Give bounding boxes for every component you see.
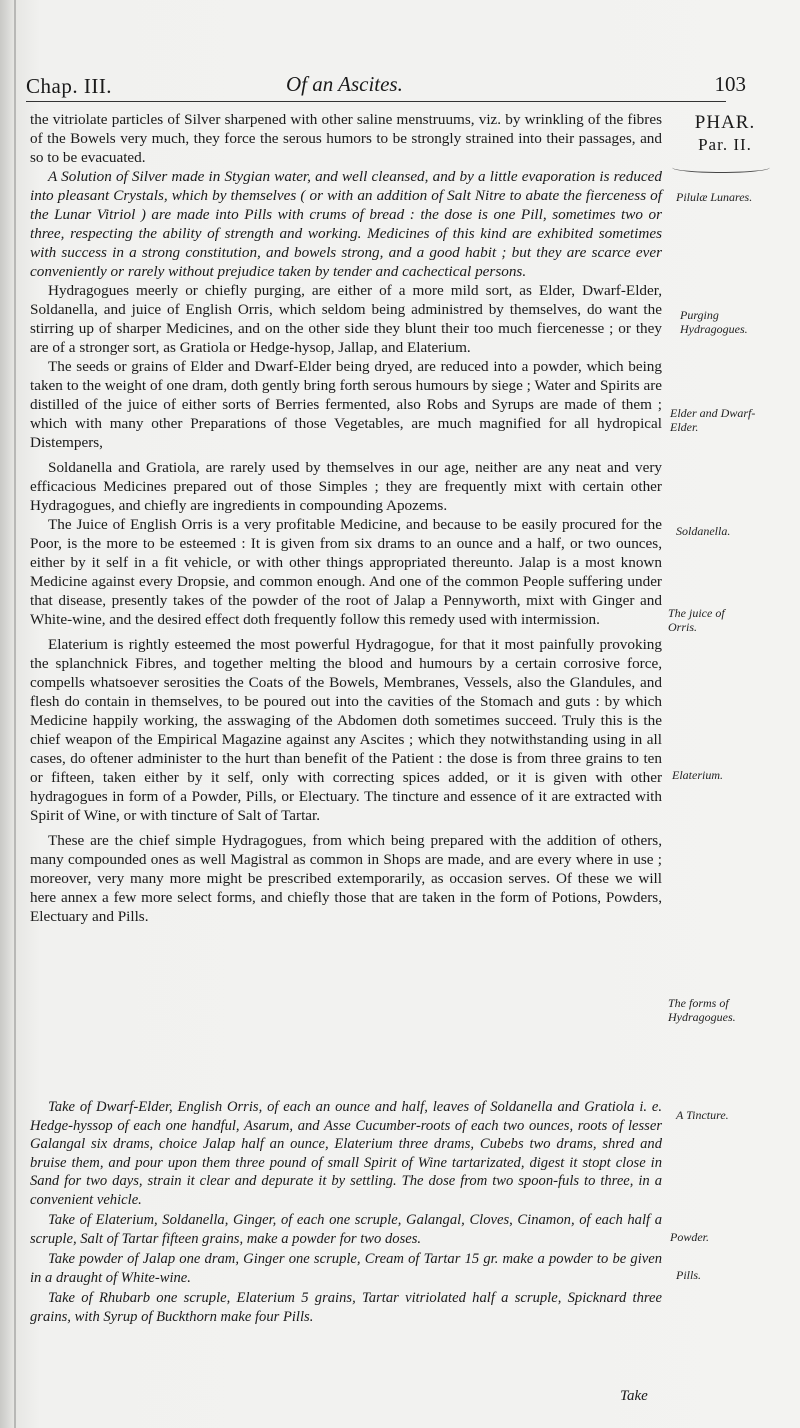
margin-head-line1: PHAR.: [694, 112, 756, 133]
side-note: Purging Hydragogues.: [680, 308, 748, 336]
side-note: Elaterium.: [672, 768, 723, 782]
side-note: Soldanella.: [676, 524, 731, 538]
side-note: Pilulæ Lunares.: [676, 190, 753, 204]
chapter-label: Chap. III.: [26, 74, 113, 98]
side-note: Pills.: [676, 1268, 702, 1282]
gutter-shadow: [14, 0, 16, 1428]
page-number: 103: [714, 72, 746, 96]
side-note: Elder and Dwarf-Elder.: [670, 406, 756, 434]
paragraph: A Solution of Silver made in Stygian water, and well cleansed, and by a little evaporation is reduced into pleasant Crystals, which by themselves ( or with an addition of Salt Nitre to abate the fierceness of the Lunar Vitriol ) are made into Pills with crums of bread : the dose is one Pill, sometimes two or three, respecting the ability of strength and working. Medicines of this kind are exhibited sometimes with success in a strong constitution, and bowels strong, and a good habit ; but they are scarce ever conveniently or rarely without prejudice taken by tender and cachectical persons.: [30, 168, 662, 280]
side-note: A Tincture.: [676, 1108, 729, 1122]
paragraph: The Juice of English Orris is a very profitable Medicine, and because to be easily procured for the Poor, is the more to be esteemed : It is given from six drams to an ounce and a half, or two ounces, either by it self in a fit vehicle, or with other things appropriated thereunto. Jalap is a most known Medicine against every Dropsie, and common enough. And one of the common People suffering under that disease, presently takes of the powder of the root of Jalap a Pennyworth, mixt with Ginger and White-wine, and the desired effect doth frequently follow this remedy used with intermission.: [30, 516, 662, 628]
paragraph: Elaterium is rightly esteemed the most powerful Hydragogue, for that it most painfully provoking the splanchnick Fibres, and together melting the blood and humours by a certain corrosive force, compells whatsoever serosities the Coats of the Bowels, Membranes, Vessels, also the Glandules, and flesh do contain in themselves, to be poured out into the cavities of the Stomach and guts : by which Medicine happily working, the asswaging of the Abdomen doth sometimes succeed. Truly this is the chief weapon of the Empirical Magazine against any Ascites ; which they notwithstanding using in all cases, do oftener administer to the hurt than benefit of the Patient : the dose is from three grains to ten or fifteen, taken either by it self, only with correcting spices added, or it is given with other hydragogues in form of a Powder, Pills, or Electuary. The tincture and essence of it are extracted with Spirit of Wine, or with tincture of Salt of Tartar.: [30, 636, 662, 824]
catchword: Take: [620, 1388, 648, 1404]
paragraph: the vitriolate particles of Silver sharpened with other saline menstruums, viz. by wrinkling of the fibres of the Bowels very much, they force the serous humors to be strongly strained into their passages, and so to be evacuated.: [30, 111, 662, 166]
paragraph: These are the chief simple Hydragogues, from which being prepared with the addition of others, many compounded ones as well Magistral as common in Shops are made, and are every where in use ; moreover, very many more might be prescribed extemporarily, as occasion serves. Of these we will here annex a few more select forms, and chiefly those that are taken in the form of Potions, Powders, Electuary and Pills.: [30, 832, 662, 925]
paragraph: Hydragogues meerly or chiefly purging, are either of a more mild sort, as Elder, Dwarf-Elder, Soldanella, and juice of English Orris, which seldom being administred by themselves, do want the stirring up of sharper Medicines, and on the other side they blunt their too much fiercenesse ; or they are of a stronger sort, as Gratiola or Hedge-hysop, Jallap, and Elaterium.: [30, 282, 662, 356]
recipe: Take of Elaterium, Soldanella, Ginger, of each one scruple, Galangal, Cloves, Cinamon, of each half a scruple, Salt of Tartar fifteen grains, make a powder for two doses.: [30, 1212, 662, 1247]
recipe-block: [30, 1098, 662, 1326]
side-note: Powder.: [670, 1230, 709, 1244]
side-note: The forms of Hydragogues.: [668, 996, 736, 1024]
margin-head-line2: Par. II.: [698, 135, 752, 154]
running-title: Of an Ascites.: [286, 72, 403, 96]
recipe: Take powder of Jalap one dram, Ginger one scruple, Cream of Tartar 15 gr. make a powder to be given in a draught of White-wine.: [30, 1251, 662, 1286]
header-rule: [26, 101, 726, 102]
main-text: [30, 110, 662, 926]
recipe: Take of Rhubarb one scruple, Elaterium 5 grains, Tartar vitriolated half a scruple, Spicknard three grains, with Syrup of Buckthorn make four Pills.: [30, 1290, 662, 1325]
paragraph: The seeds or grains of Elder and Dwarf-Elder being dryed, are reduced into a powder, which being taken to the weight of one dram, doth gently bring forth serous humours by siege ; Water and Spirits are distilled of the juice of either sorts of Berries fermented, also Robs and Syrups are made of them ; which with many other Preparations of those Vegetables, are much magnified for all hydropical Distempers,: [30, 358, 662, 451]
recipe: Take of Dwarf-Elder, English Orris, of each an ounce and half, leaves of Soldanella and Gratiola i. e. Hedge-hyssop of each one handful, Asarum, and Asse Cucumber-roots of each two ounces, roots of lesser Galangal six drams, choice Jalap half an ounce, Elaterium three drams, Cubebs two drams, shred and bruise them, and pour upon them three pound of small Spirit of Wine tartarizated, digest it stopt close in Sand for two days, strain it clear and depurate it by settling. The dose from two spoon-fuls to three, in a convenient vehicle.: [30, 1099, 662, 1208]
paragraph: Soldanella and Gratiola, are rarely used by themselves in our age, neither are any neat and very efficacious Medicines prepared out of those Simples ; they are frequently mixt with certain other Hydragogues, and chiefly are ingredients in compounding Apozems.: [30, 459, 662, 514]
margin-section-head: [670, 112, 780, 156]
side-note: The juice of Orris.: [668, 606, 725, 634]
margin-brace: [672, 162, 770, 173]
page-header: [26, 66, 766, 106]
